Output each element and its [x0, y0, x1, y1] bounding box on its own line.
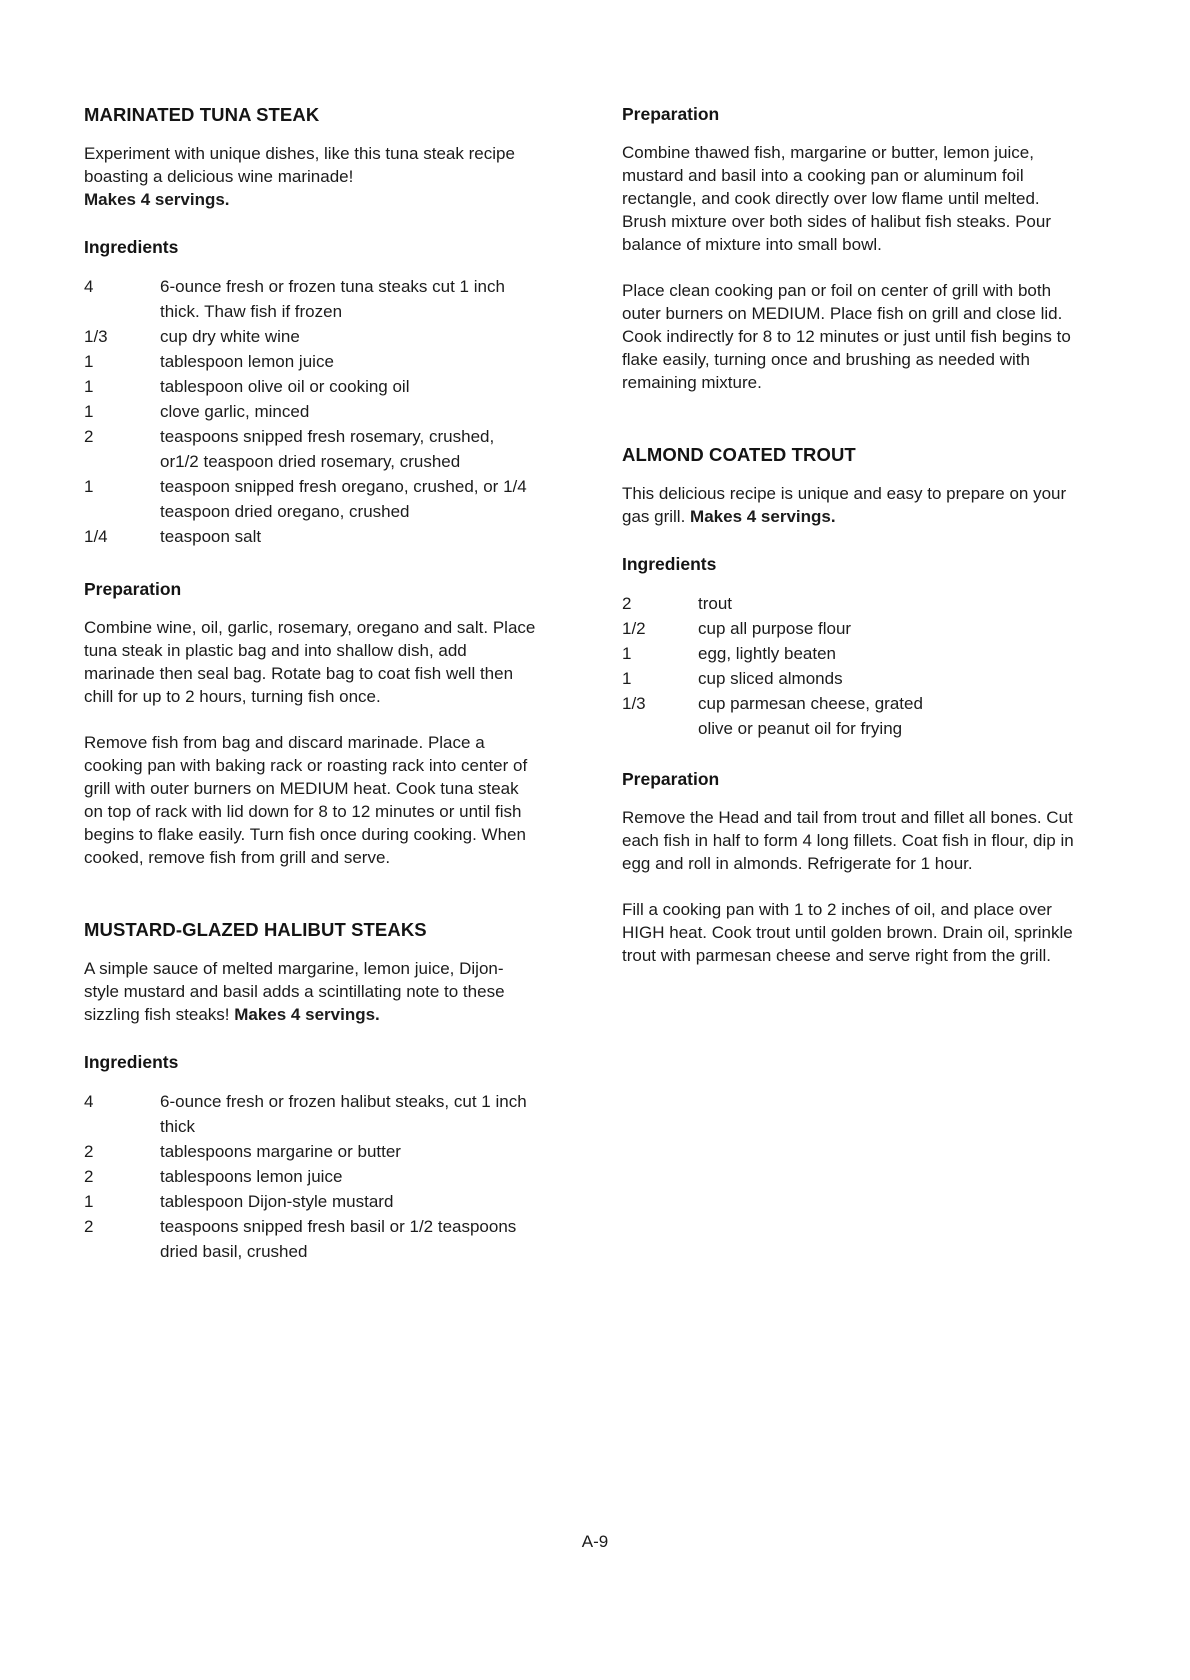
ingredient-text: teaspoon snipped fresh oregano, crushed, or 1/4 teaspoon dried oregano, crushed [160, 477, 527, 521]
ingredient-row [84, 274, 536, 324]
ingredient-row [84, 324, 536, 349]
ingredient-row [84, 524, 536, 549]
halibut-preparation-heading: Preparation [622, 104, 720, 124]
ingredient-qty: 2 [84, 427, 94, 446]
ingredient-qty: 1 [622, 644, 632, 663]
tuna-intro: Experiment with unique dishes, like this tuna steak recipe boasting a delicious wine marinade! [84, 144, 515, 186]
tuna-preparation-paragraph: Combine wine, oil, garlic, rosemary, oregano and salt. Place tuna steak in plastic bag and into shallow dish, add marinade then seal bag. Rotate bag to coat fish well then chill for up to 2 hours, turning fish once. [84, 618, 536, 706]
ingredient-qty: 1 [84, 377, 94, 396]
ingredient-qty: 1 [84, 477, 94, 496]
ingredient-row [84, 474, 536, 524]
ingredient-row [622, 641, 1084, 666]
tuna-preparation-heading: Preparation [84, 579, 182, 599]
tuna-ingredients-heading: Ingredients [84, 237, 179, 257]
halibut-ingredient-list [84, 1089, 536, 1264]
trout-intro-text: This delicious recipe is unique and easy to prepare on your gas grill. [622, 484, 1067, 526]
ingredient-text: trout [698, 594, 733, 613]
tuna-servings-note: Makes 4 servings. [84, 190, 230, 209]
ingredient-row [622, 691, 1084, 716]
trout-intro [622, 482, 1084, 528]
recipe-title-marinated-tuna-steak: MARINATED TUNA STEAK [84, 104, 320, 125]
ingredient-row [84, 1089, 536, 1139]
ingredient-row [622, 616, 1084, 641]
ingredient-row [622, 716, 1084, 741]
ingredient-text: teaspoons snipped fresh rosemary, crushed, or1/2 teaspoon dried rosemary, crushed [160, 427, 495, 471]
tuna-ingredient-list [84, 274, 536, 549]
page-number: A-9 [581, 1532, 609, 1551]
ingredient-qty [622, 716, 698, 741]
ingredient-text: tablespoon Dijon-style mustard [160, 1192, 394, 1211]
halibut-intro [84, 957, 536, 1026]
trout-preparation-paragraph: Remove the Head and tail from trout and fillet all bones. Cut each fish in half to form 4 long fillets. Coat fish in flour, dip in egg and roll in almonds. Refrigerate for 1 hour. [622, 808, 1074, 873]
trout-preparation-paragraph: Fill a cooking pan with 1 to 2 inches of oil, and place over HIGH heat. Cook trout until golden brown. Drain oil, sprinkle trout with parmesan cheese and serve right from the grill. [622, 900, 1073, 965]
right-column [622, 104, 1084, 990]
trout-servings-note: Makes 4 servings. [690, 507, 836, 526]
trout-ingredient-list [622, 591, 1084, 741]
recipe-title-almond-coated-trout: ALMOND COATED TROUT [622, 444, 856, 465]
ingredient-row [84, 424, 536, 474]
ingredient-text: 6-ounce fresh or frozen tuna steaks cut 1 inch thick. Thaw fish if frozen [160, 277, 505, 321]
ingredient-text: cup parmesan cheese, grated [698, 694, 923, 713]
ingredient-qty: 2 [84, 1142, 94, 1161]
ingredient-text: 6-ounce fresh or frozen halibut steaks, cut 1 inch thick [160, 1092, 527, 1136]
halibut-preparation-paragraph: Combine thawed fish, margarine or butter, lemon juice, mustard and basil into a cooking pan or aluminum foil rectangle, and cook directly over low flame until melted. Brush mixture over both sides of halibut fish steaks. Pour balance of mixture into small bowl. [622, 143, 1051, 254]
ingredient-row [84, 1214, 536, 1264]
ingredient-qty: 2 [622, 594, 632, 613]
ingredient-text: cup all purpose flour [698, 619, 852, 638]
ingredient-qty: 1 [84, 1192, 94, 1211]
ingredient-text: cup sliced almonds [698, 669, 843, 688]
ingredient-qty: 1/4 [84, 527, 108, 546]
ingredient-text: teaspoons snipped fresh basil or 1/2 teaspoons dried basil, crushed [160, 1217, 517, 1261]
ingredient-qty: 2 [84, 1217, 94, 1236]
ingredient-row [84, 399, 536, 424]
ingredient-qty: 1 [84, 402, 94, 421]
ingredient-qty: 1 [622, 669, 632, 688]
halibut-preparation-paragraph: Place clean cooking pan or foil on center of grill with both outer burners on MEDIUM. Place fish on grill and close lid. Cook indirectly for 8 to 12 minutes or just until fish begins to flake easily, turning once and brushing as needed with remaining mixture. [622, 281, 1071, 392]
ingredient-text: tablespoons margarine or butter [160, 1142, 401, 1161]
ingredient-qty: 4 [84, 1092, 94, 1111]
ingredient-row [84, 349, 536, 374]
ingredient-row [84, 1139, 536, 1164]
ingredient-row [84, 1164, 536, 1189]
halibut-servings-note: Makes 4 servings. [234, 1005, 380, 1024]
trout-preparation-heading: Preparation [622, 769, 720, 789]
ingredient-text: olive or peanut oil for frying [698, 719, 903, 738]
ingredient-qty: 4 [84, 277, 94, 296]
ingredient-qty: 1/3 [622, 694, 646, 713]
ingredient-qty: 1/2 [622, 619, 646, 638]
halibut-intro-text: A simple sauce of melted margarine, lemon juice, Dijon-style mustard and basil adds a scintillating note to these sizzling fish steaks! [84, 959, 505, 1024]
ingredient-text: teaspoon salt [160, 527, 262, 546]
ingredient-text: tablespoons lemon juice [160, 1167, 343, 1186]
ingredient-text: cup dry white wine [160, 327, 300, 346]
ingredient-qty: 2 [84, 1167, 94, 1186]
halibut-ingredients-heading: Ingredients [84, 1052, 179, 1072]
recipe-title-mustard-glazed-halibut-steaks: MUSTARD-GLAZED HALIBUT STEAKS [84, 919, 427, 940]
tuna-preparation-paragraph: Remove fish from bag and discard marinade. Place a cooking pan with baking rack or roasting rack into center of grill with outer burners on MEDIUM heat. Cook tuna steak on top of rack with lid down for 8 to 12 minutes or until fish begins to flake easily. Turn fish once during cooking. When cooked, remove fish from grill and serve. [84, 733, 528, 867]
ingredient-row [622, 591, 1084, 616]
ingredient-text: tablespoon lemon juice [160, 352, 334, 371]
ingredient-text: clove garlic, minced [160, 402, 310, 421]
ingredient-text: tablespoon olive oil or cooking oil [160, 377, 410, 396]
ingredient-qty: 1 [84, 352, 94, 371]
ingredient-row [84, 374, 536, 399]
ingredient-row [622, 666, 1084, 691]
left-column [84, 104, 536, 1264]
trout-ingredients-heading: Ingredients [622, 554, 717, 574]
ingredient-row [84, 1189, 536, 1214]
ingredient-qty: 1/3 [84, 327, 108, 346]
ingredient-text: egg, lightly beaten [698, 644, 836, 663]
